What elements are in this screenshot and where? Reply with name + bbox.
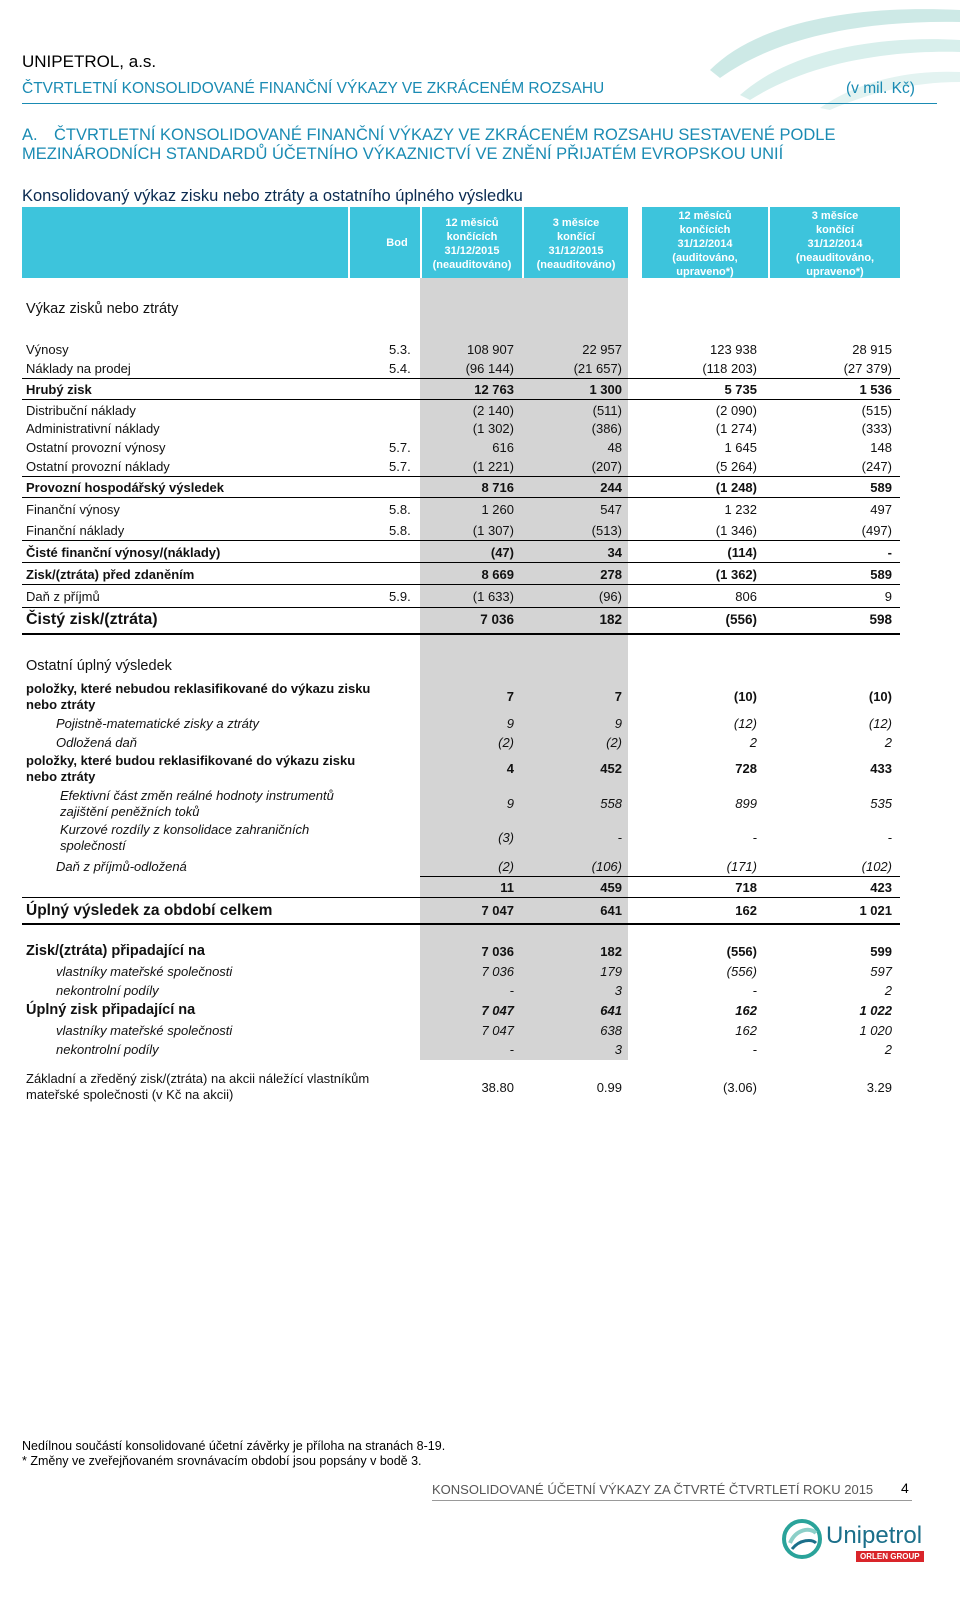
cell: 718	[735, 880, 757, 895]
row-note: 5.8.	[389, 502, 411, 517]
cell: (556)	[726, 964, 757, 979]
cell: (2 140)	[472, 403, 514, 418]
cell: 12 763	[474, 382, 514, 397]
label-line: Kurzové rozdíly z konsolidace zahraničních	[60, 822, 310, 837]
cell: 9	[506, 796, 514, 811]
header-separator	[522, 207, 524, 278]
column-header-12m-2014	[644, 209, 766, 279]
cell: (497)	[861, 523, 892, 538]
cell: 1 536	[859, 382, 892, 397]
cell: 7	[614, 689, 622, 704]
header-line: 3 měsíce	[552, 217, 600, 229]
cell: -	[752, 830, 757, 845]
label-line: mateřské společnosti (v Kč na akcii)	[26, 1087, 234, 1102]
cell: 1 020	[859, 1023, 892, 1038]
cell: 641	[600, 1003, 622, 1018]
row-label: Výkaz zisků nebo ztráty	[26, 301, 179, 317]
cell: 3	[614, 983, 622, 998]
header-line: 31/12/2014	[677, 238, 733, 250]
column-header-note: Bod	[386, 237, 408, 249]
row-label	[26, 753, 355, 785]
label-line: položky, které budou reklasifikované do výkazu zisku	[26, 753, 356, 768]
row-divider	[22, 540, 900, 541]
unipetrol-logo-text: Unipetrol	[826, 1522, 923, 1549]
cell: 1 021	[859, 903, 892, 918]
row-note: 5.7.	[389, 440, 411, 455]
cell: 8 716	[481, 480, 514, 495]
row-label: Náklady na prodej	[26, 361, 131, 376]
row-note: 5.3.	[389, 342, 411, 357]
cell: 2	[884, 983, 892, 998]
cell: (333)	[861, 421, 892, 436]
cell: -	[617, 830, 622, 845]
row-label: Čistý zisk/(ztráta)	[26, 611, 158, 628]
row-label: vlastníky mateřské společnosti	[56, 1023, 233, 1038]
label-line: Efektivní část změn reálné hodnoty instrumentů	[60, 788, 334, 803]
row-divider	[22, 497, 900, 498]
cell: (21 657)	[573, 361, 622, 376]
cell: 423	[870, 880, 892, 895]
cell: 7 047	[481, 1003, 514, 1018]
decorative-swoosh-graphic	[700, 0, 960, 110]
cell: 547	[600, 502, 622, 517]
cell: 433	[870, 761, 892, 776]
row-label: Finanční výnosy	[26, 502, 120, 517]
section-title-text: ČTVRTLETNÍ KONSOLIDOVANÉ FINANČNÍ VÝKAZY VE ZKRÁCENÉM ROZSAHU SESTAVENÉ PODLE MEZINÁRODNÍCH STANDARDŮ ÚČETNÍHO VÝKAZNICTVÍ VE ZNĚNÍ PŘIJATÉM EVROPSKOU UNIÍ	[22, 126, 836, 163]
cell: 535	[870, 796, 892, 811]
cell: (5 264)	[715, 459, 757, 474]
row-label: Ostatní provozní náklady	[26, 459, 170, 474]
cell: 1 260	[481, 502, 514, 517]
section-title	[22, 126, 942, 164]
section-letter: A.	[22, 126, 38, 144]
cell: (27 379)	[843, 361, 892, 376]
cell: (1 302)	[472, 421, 514, 436]
cell: 638	[600, 1023, 622, 1038]
footnote-annex: Nedílnou součástí konsolidované účetní závěrky je příloha na stranách 8-19.	[22, 1439, 446, 1453]
row-label: nekontrolní podíly	[56, 983, 159, 998]
cell: 598	[869, 612, 892, 627]
cell: 589	[870, 567, 892, 582]
cell: (2)	[606, 735, 622, 750]
cell: 48	[607, 440, 622, 455]
cell: (96)	[598, 589, 622, 604]
row-label: Ostatní úplný výsledek	[26, 658, 172, 674]
cell: 9	[614, 716, 622, 731]
cell: 162	[735, 903, 757, 918]
cell: 2	[884, 735, 892, 750]
row-note: 5.8.	[389, 523, 411, 538]
cell: 244	[600, 480, 622, 495]
currency-unit: (v mil. Kč)	[846, 80, 915, 97]
cell: (1 307)	[472, 523, 514, 538]
cell: 641	[600, 903, 622, 918]
cell: 2	[884, 1042, 892, 1057]
row-label: Daň z příjmů	[26, 589, 100, 604]
cell: (118 203)	[702, 361, 757, 376]
row-label: Odložená daň	[56, 735, 137, 750]
cell: 28 915	[852, 342, 892, 357]
cell: (47)	[490, 545, 514, 560]
header-line: (auditováno,	[672, 252, 738, 264]
header-line: končících	[446, 231, 498, 243]
cell: (3.06)	[723, 1080, 757, 1095]
row-divider	[22, 633, 900, 635]
cell: (12)	[733, 716, 757, 731]
label-line: zajištění peněžních toků	[60, 804, 200, 819]
cell: 7 047	[481, 903, 514, 918]
header-line: upraveno*)	[676, 266, 734, 278]
row-label: Úplný výsledek za období celkem	[26, 902, 273, 919]
cell: 7	[506, 689, 514, 704]
cell: (2)	[498, 859, 514, 874]
row-label: Zisk/(ztráta) před zdaněním	[26, 567, 195, 582]
row-divider	[22, 923, 900, 925]
cell: (515)	[861, 403, 892, 418]
cell: 3	[614, 1042, 622, 1057]
cell: (511)	[592, 403, 622, 418]
cell: (1 274)	[715, 421, 757, 436]
cell: 3.29	[866, 1080, 892, 1095]
cell: 182	[599, 612, 622, 627]
header-line: (neauditováno)	[432, 259, 512, 271]
cell: (102)	[861, 859, 892, 874]
row-label	[60, 788, 334, 820]
cell: 8 669	[481, 567, 514, 582]
row-label: Čisté finanční výnosy/(náklady)	[26, 545, 221, 560]
cell: 278	[600, 567, 622, 582]
cell: (513)	[591, 523, 622, 538]
column-header-3m-2015	[526, 216, 626, 272]
header-line: končící	[816, 224, 854, 236]
cell: 599	[870, 944, 892, 959]
cell: 182	[600, 944, 622, 959]
cell: (1 248)	[715, 480, 757, 495]
cell: (114)	[727, 545, 757, 560]
row-label: Výnosy	[26, 342, 69, 357]
row-note: 5.7.	[389, 459, 411, 474]
footnote-restatement: * Změny ve zveřejňovaném srovnávacím období jsou popsány v bodě 3.	[22, 1454, 422, 1468]
cell: 5 735	[724, 382, 757, 397]
footer-divider	[432, 1500, 912, 1501]
cell: 806	[735, 589, 757, 604]
header-line: (neauditováno,	[795, 252, 875, 264]
row-label: nekontrolní podíly	[56, 1042, 159, 1057]
cell: 2	[749, 735, 757, 750]
cell: -	[509, 1042, 514, 1057]
cell: 616	[492, 440, 514, 455]
row-divider	[22, 607, 900, 608]
cell: 7 036	[481, 964, 514, 979]
row-label: Daň z příjmů-odložená	[56, 859, 187, 874]
header-line: 31/12/2015	[444, 245, 500, 257]
row-label: vlastníky mateřské společnosti	[56, 964, 233, 979]
row-label: Administrativní náklady	[26, 421, 160, 436]
cell: (386)	[591, 421, 622, 436]
cell: (171)	[726, 859, 757, 874]
header-separator	[768, 207, 770, 278]
header-line: (neauditováno)	[536, 259, 616, 271]
header-line: 31/12/2015	[548, 245, 604, 257]
label-line: Základní a zředěný zisk/(ztráta) na akcii náležící vlastníkům	[26, 1071, 370, 1086]
row-note: 5.9.	[389, 589, 411, 604]
header-line: 12 měsíců	[678, 210, 732, 222]
cell: (2 090)	[715, 403, 757, 418]
cell: 899	[735, 796, 757, 811]
cell: (3)	[498, 830, 514, 845]
cell: 108 907	[467, 342, 514, 357]
cell: (1 633)	[472, 589, 514, 604]
cell: 11	[500, 880, 514, 895]
row-label: Zisk/(ztráta) připadající na	[26, 943, 205, 959]
cell: 148	[870, 440, 892, 455]
report-subtitle: ČTVRTLETNÍ KONSOLIDOVANÉ FINANČNÍ VÝKAZY VE ZKRÁCENÉM ROZSAHU	[22, 80, 605, 97]
row-label: Distribuční náklady	[26, 403, 136, 418]
header-separator	[348, 207, 350, 278]
row-divider	[420, 876, 900, 877]
cell: 162	[735, 1003, 757, 1018]
running-footer-title: KONSOLIDOVANÉ ÚČETNÍ VÝKAZY ZA ČTVRTÉ ČTVRTLETÍ ROKU 2015	[432, 1482, 874, 1497]
row-label: Ostatní provozní výnosy	[26, 440, 166, 455]
header-divider	[22, 103, 937, 104]
cell: 7 036	[481, 944, 514, 959]
row-label	[26, 681, 370, 713]
statement-title: Konsolidovaný výkaz zisku nebo ztráty a ostatního úplného výsledku	[22, 187, 523, 205]
cell: (106)	[591, 859, 622, 874]
cell: 1 022	[859, 1003, 892, 1018]
row-divider	[22, 584, 900, 585]
row-divider	[22, 399, 900, 400]
cell: (1 362)	[715, 567, 757, 582]
header-separator	[628, 207, 642, 278]
cell: (10)	[868, 689, 892, 704]
cell: 1 300	[589, 382, 622, 397]
label-line: položky, které nebudou reklasifikované do výkazu zisku	[26, 681, 371, 696]
cell: 34	[607, 545, 622, 560]
cell: 497	[870, 502, 892, 517]
cell: 1 232	[724, 502, 757, 517]
cell: 4	[506, 761, 514, 776]
cell: (556)	[725, 612, 757, 627]
cell: 162	[735, 1023, 757, 1038]
cell: 123 938	[710, 342, 757, 357]
cell: 0.99	[596, 1080, 622, 1095]
company-name: UNIPETROL, a.s.	[22, 52, 157, 71]
cell: 452	[600, 761, 622, 776]
cell: -	[887, 830, 892, 845]
cell: (207)	[591, 459, 622, 474]
cell: -	[752, 983, 757, 998]
row-divider	[22, 378, 900, 379]
cell: (12)	[868, 716, 892, 731]
cell: -	[887, 545, 892, 560]
row-label: Pojistně-matematické zisky a ztráty	[56, 716, 260, 731]
row-divider	[22, 897, 900, 898]
cell: 558	[600, 796, 622, 811]
row-label	[26, 1071, 369, 1103]
column-header-3m-2014	[772, 209, 898, 279]
cell: (10)	[733, 689, 757, 704]
row-label	[60, 822, 309, 854]
row-label: Úplný zisk připadající na	[26, 1002, 196, 1018]
label-line: nebo ztráty	[26, 769, 96, 784]
header-line: končící	[557, 231, 595, 243]
cell: 459	[600, 880, 622, 895]
row-label: Provozní hospodářský výsledek	[26, 480, 224, 495]
cell: -	[509, 983, 514, 998]
page-number: 4	[901, 1480, 909, 1496]
cell: 7 036	[480, 612, 514, 627]
cell: (1 346)	[715, 523, 757, 538]
label-line: společností	[60, 838, 126, 853]
row-label: Finanční náklady	[26, 523, 125, 538]
column-header-12m-2015	[424, 216, 520, 272]
cell: -	[752, 1042, 757, 1057]
row-divider	[22, 562, 900, 563]
cell: 38.80	[481, 1080, 514, 1095]
row-note: 5.4.	[389, 361, 411, 376]
header-line: upraveno*)	[806, 266, 864, 278]
cell: (2)	[498, 735, 514, 750]
cell: 9	[506, 716, 514, 731]
cell: (247)	[861, 459, 892, 474]
cell: (1 221)	[472, 459, 514, 474]
label-line: nebo ztráty	[26, 697, 96, 712]
row-divider	[22, 476, 900, 477]
header-line: 3 měsíce	[811, 210, 859, 222]
header-line: 12 měsíců	[445, 217, 499, 229]
row-label: Hrubý zisk	[26, 382, 92, 397]
cell: 597	[870, 964, 892, 979]
cell: 728	[735, 761, 757, 776]
cell: (96 144)	[465, 361, 514, 376]
cell: 7 047	[481, 1023, 514, 1038]
cell: 179	[600, 964, 622, 979]
cell: 9	[884, 589, 892, 604]
cell: (556)	[726, 944, 757, 959]
cell: 1 645	[724, 440, 757, 455]
unipetrol-logo-icon	[782, 1517, 822, 1561]
cell: 589	[870, 480, 892, 495]
orlen-group-badge: ORLEN GROUP	[856, 1551, 924, 1562]
cell: 22 957	[582, 342, 622, 357]
header-line: 31/12/2014	[807, 238, 863, 250]
header-line: končících	[679, 224, 731, 236]
